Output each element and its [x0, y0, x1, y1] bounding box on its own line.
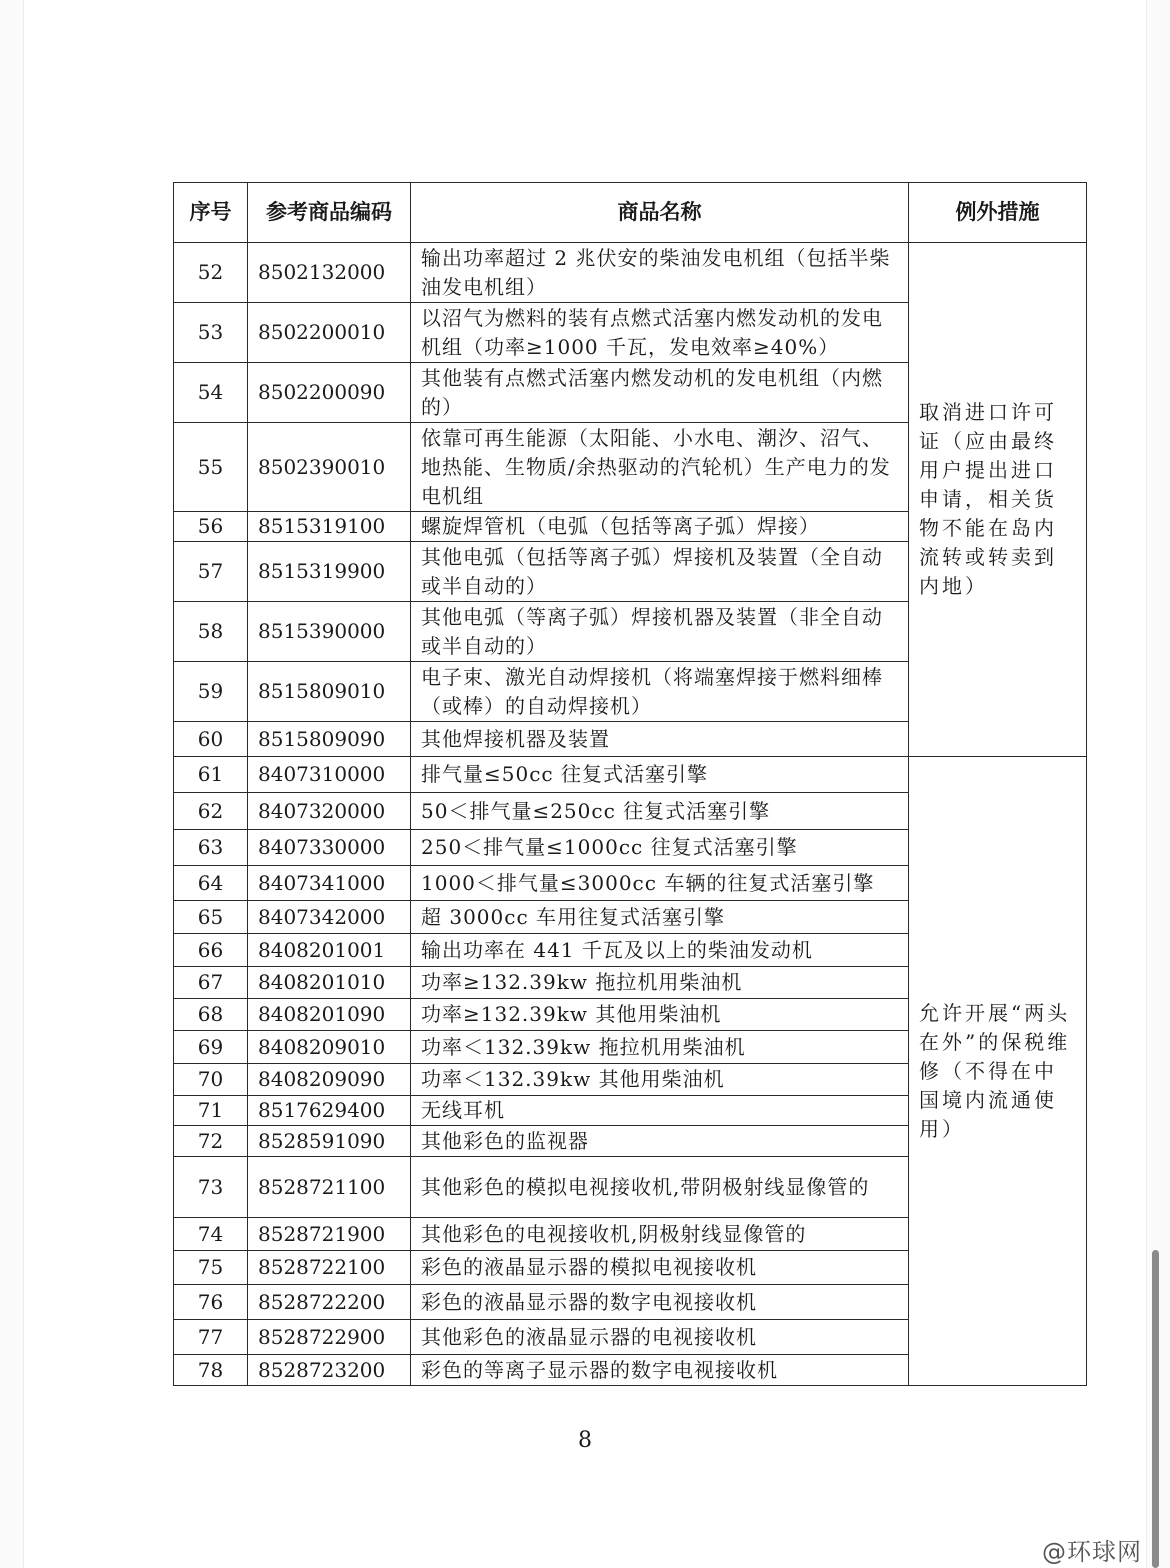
row-serial-no: 64 — [174, 866, 248, 901]
header-serial-no: 序号 — [174, 183, 248, 243]
row-commodity-code: 8502132000 — [248, 243, 411, 303]
row-commodity-name: 彩色的液晶显示器的模拟电视接收机 — [411, 1251, 909, 1285]
row-commodity-code: 8517629400 — [248, 1096, 411, 1126]
exception-measure-cell: 取消进口许可证（应由最终用户提出进口申请，相关货物不能在岛内流转或转卖到内地） — [909, 243, 1087, 757]
row-serial-no: 70 — [174, 1064, 248, 1096]
row-commodity-name: 无线耳机 — [411, 1096, 909, 1126]
row-serial-no: 56 — [174, 512, 248, 542]
exception-measure-cell: 允许开展“两头在外”的保税维修（不得在中国境内流通使用） — [909, 757, 1087, 1386]
header-commodity-code: 参考商品编码 — [248, 183, 411, 243]
row-commodity-name: 功率≥132.39kw 拖拉机用柴油机 — [411, 967, 909, 999]
row-commodity-name: 其他装有点燃式活塞内燃发动机的发电机组（内燃的） — [411, 363, 909, 423]
row-serial-no: 54 — [174, 363, 248, 423]
row-commodity-code: 8528591090 — [248, 1126, 411, 1157]
row-commodity-name: 功率＜132.39kw 拖拉机用柴油机 — [411, 1031, 909, 1064]
row-commodity-name: 螺旋焊管机（电弧（包括等离子弧）焊接） — [411, 512, 909, 542]
row-commodity-code: 8528723200 — [248, 1355, 411, 1386]
source-watermark: @环球网 — [1042, 1538, 1142, 1566]
row-serial-no: 71 — [174, 1096, 248, 1126]
row-commodity-name: 其他电弧（包括等离子弧）焊接机及装置（全自动或半自动的） — [411, 542, 909, 602]
row-serial-no: 72 — [174, 1126, 248, 1157]
row-serial-no: 74 — [174, 1218, 248, 1251]
row-serial-no: 76 — [174, 1285, 248, 1320]
row-serial-no: 66 — [174, 934, 248, 967]
row-commodity-code: 8502200090 — [248, 363, 411, 423]
row-commodity-name: 250＜排气量≤1000cc 往复式活塞引擎 — [411, 830, 909, 866]
row-serial-no: 62 — [174, 793, 248, 830]
row-serial-no: 53 — [174, 303, 248, 363]
row-commodity-name: 功率≥132.39kw 其他用柴油机 — [411, 999, 909, 1031]
row-commodity-name: 电子束、激光自动焊接机（将端塞焊接于燃料细棒（或棒）的自动焊接机） — [411, 662, 909, 722]
row-serial-no: 55 — [174, 423, 248, 512]
row-commodity-code: 8515319900 — [248, 542, 411, 602]
row-commodity-code: 8408209010 — [248, 1031, 411, 1064]
row-commodity-code: 8528722900 — [248, 1320, 411, 1355]
row-commodity-code: 8528722200 — [248, 1285, 411, 1320]
row-commodity-code: 8408201001 — [248, 934, 411, 967]
row-commodity-name: 其他彩色的模拟电视接收机,带阴极射线显像管的 — [411, 1157, 909, 1218]
exception-measures-table — [173, 182, 1087, 1386]
row-commodity-name: 彩色的等离子显示器的数字电视接收机 — [411, 1355, 909, 1386]
row-commodity-code: 8408201090 — [248, 999, 411, 1031]
row-commodity-code: 8528722100 — [248, 1251, 411, 1285]
row-commodity-code: 8407320000 — [248, 793, 411, 830]
row-serial-no: 59 — [174, 662, 248, 722]
scrollbar[interactable] — [1152, 1250, 1159, 1568]
table-header-row — [174, 183, 1087, 243]
row-serial-no: 73 — [174, 1157, 248, 1218]
row-serial-no: 57 — [174, 542, 248, 602]
row-commodity-name: 其他彩色的监视器 — [411, 1126, 909, 1157]
row-serial-no: 77 — [174, 1320, 248, 1355]
row-serial-no: 68 — [174, 999, 248, 1031]
table-row — [174, 243, 1087, 303]
row-serial-no: 78 — [174, 1355, 248, 1386]
row-commodity-code: 8515319100 — [248, 512, 411, 542]
row-commodity-code: 8407330000 — [248, 830, 411, 866]
row-serial-no: 61 — [174, 757, 248, 793]
row-commodity-name: 以沼气为燃料的装有点燃式活塞内燃发动机的发电机组（功率≥1000 千瓦，发电效率≥40%） — [411, 303, 909, 363]
row-commodity-code: 8407310000 — [248, 757, 411, 793]
row-commodity-name: 超 3000cc 车用往复式活塞引擎 — [411, 901, 909, 934]
row-serial-no: 63 — [174, 830, 248, 866]
row-commodity-code: 8502390010 — [248, 423, 411, 512]
header-exception-measure: 例外措施 — [909, 183, 1087, 243]
row-commodity-name: 彩色的液晶显示器的数字电视接收机 — [411, 1285, 909, 1320]
row-commodity-name: 其他彩色的电视接收机,阴极射线显像管的 — [411, 1218, 909, 1251]
row-commodity-name: 50＜排气量≤250cc 往复式活塞引擎 — [411, 793, 909, 830]
row-commodity-name: 功率＜132.39kw 其他用柴油机 — [411, 1064, 909, 1096]
row-commodity-name: 其他焊接机器及装置 — [411, 722, 909, 757]
row-serial-no: 75 — [174, 1251, 248, 1285]
header-commodity-name: 商品名称 — [411, 183, 909, 243]
row-commodity-code: 8515390000 — [248, 602, 411, 662]
row-serial-no: 67 — [174, 967, 248, 999]
row-commodity-code: 8515809090 — [248, 722, 411, 757]
row-commodity-name: 其他电弧（等离子弧）焊接机器及装置（非全自动或半自动的） — [411, 602, 909, 662]
row-commodity-name: 其他彩色的液晶显示器的电视接收机 — [411, 1320, 909, 1355]
row-commodity-code: 8408209090 — [248, 1064, 411, 1096]
row-serial-no: 58 — [174, 602, 248, 662]
row-serial-no: 65 — [174, 901, 248, 934]
row-commodity-name: 1000＜排气量≤3000cc 车辆的往复式活塞引擎 — [411, 866, 909, 901]
table-row — [174, 757, 1087, 793]
row-commodity-name: 输出功率在 441 千瓦及以上的柴油发动机 — [411, 934, 909, 967]
row-commodity-code: 8515809010 — [248, 662, 411, 722]
row-commodity-code: 8528721900 — [248, 1218, 411, 1251]
row-serial-no: 60 — [174, 722, 248, 757]
row-commodity-code: 8502200010 — [248, 303, 411, 363]
page-number: 8 — [578, 1428, 592, 1453]
row-serial-no: 69 — [174, 1031, 248, 1064]
row-commodity-code: 8408201010 — [248, 967, 411, 999]
row-commodity-code: 8407341000 — [248, 866, 411, 901]
row-serial-no: 52 — [174, 243, 248, 303]
row-commodity-name: 输出功率超过 2 兆伏安的柴油发电机组（包括半柴油发电机组） — [411, 243, 909, 303]
row-commodity-code: 8528721100 — [248, 1157, 411, 1218]
row-commodity-code: 8407342000 — [248, 901, 411, 934]
row-commodity-name: 排气量≤50cc 往复式活塞引擎 — [411, 757, 909, 793]
row-commodity-name: 依靠可再生能源（太阳能、小水电、潮汐、沼气、地热能、生物质/余热驱动的汽轮机）生产电力的发电机组 — [411, 423, 909, 512]
